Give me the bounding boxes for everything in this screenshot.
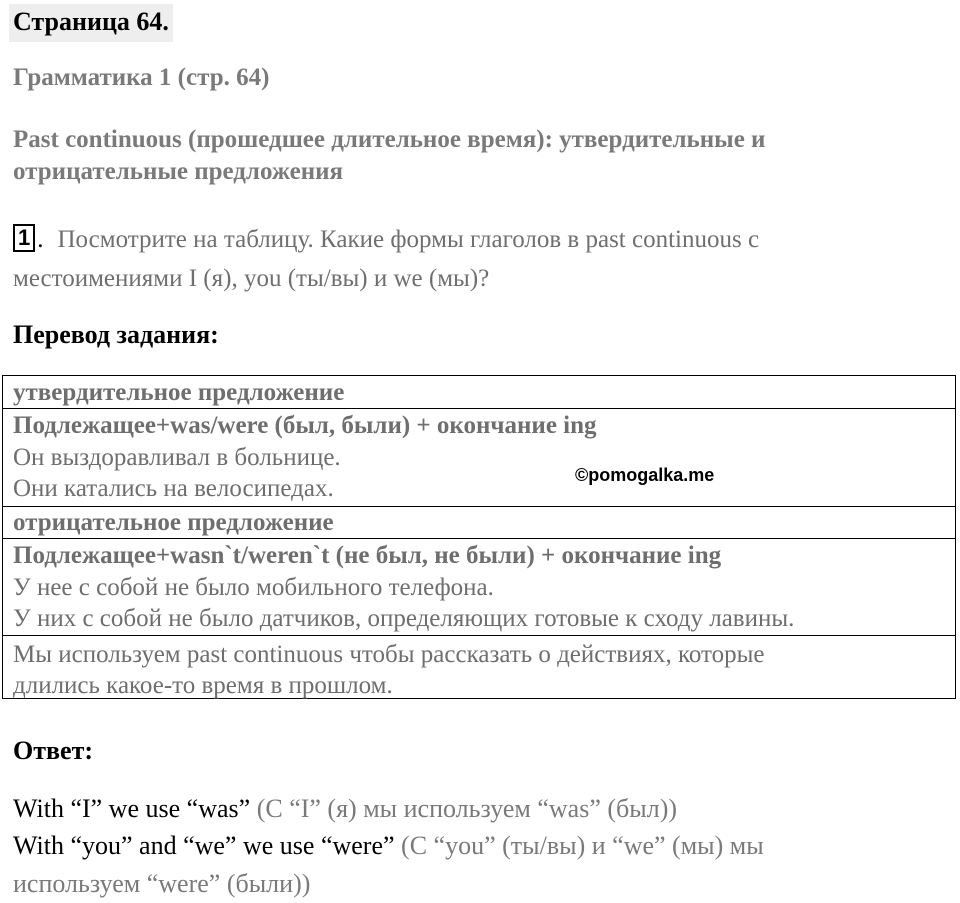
section-title-line2: отрицательные предложения (13, 158, 344, 185)
task-text-line1: Посмотрите на таблицу. Какие формы глаголов в past continuous с (57, 226, 760, 253)
answer-line1 (13, 790, 677, 828)
negative-example: У них с собой не было датчиков, определяющих готовые к сходу лавины. (13, 605, 795, 632)
watermark: ©pomogalka.me (575, 465, 715, 485)
answer-line2-english: With “you” and “we” we use “were” (13, 831, 395, 860)
task-line1 (13, 222, 759, 258)
task-text-line2: местоимениями I (я), you (ты/вы) и we (мы)? (13, 265, 490, 292)
answer-line3-translation: используем “were” (были)) (13, 869, 311, 898)
usage-note-line1: Мы используем past continuous чтобы рассказать о действиях, которые (13, 641, 765, 668)
section-title (13, 124, 765, 188)
affirmative-example: Они катались на велосипедах. (13, 475, 334, 502)
section-title-line1: Past continuous (прошедшее длительное время): утвердительные и (13, 126, 766, 153)
task-number-dot: . (37, 226, 44, 253)
negative-example: У нее с собой не было мобильного телефона. (13, 574, 494, 601)
affirmative-rule: Подлежащее+was/were (был, были) + окончание ing (13, 412, 597, 439)
affirmative-header: утвердительное предложение (13, 379, 345, 406)
grammar-title: Грамматика 1 (стр. 64) (13, 64, 270, 91)
negative-rule: Подлежащее+wasn`t/weren`t (не был, не были) + окончание ing (13, 542, 722, 569)
negative-header: отрицательное предложение (13, 509, 334, 536)
table-divider (3, 635, 955, 636)
answer-heading: Ответ: (13, 736, 94, 765)
grammar-table (2, 375, 956, 699)
answer-line1-english: With “I” we use “was” (13, 794, 251, 823)
usage-note-line2: длились какое-то время в прошлом. (13, 672, 393, 699)
answer-line2 (13, 827, 764, 865)
answer-line1-translation: (С “I” (я) мы используем “was” (был)) (250, 794, 678, 823)
translation-heading: Перевод задания: (13, 320, 219, 349)
answer-line3 (13, 865, 310, 903)
page-label: Страница 64. (9, 4, 173, 42)
affirmative-example: Он выздоравливал в больнице. (13, 444, 341, 471)
answer-line2-translation: (С “you” (ты/вы) и “we” (мы) мы (394, 831, 764, 860)
task-number-box: 1 (13, 224, 35, 252)
